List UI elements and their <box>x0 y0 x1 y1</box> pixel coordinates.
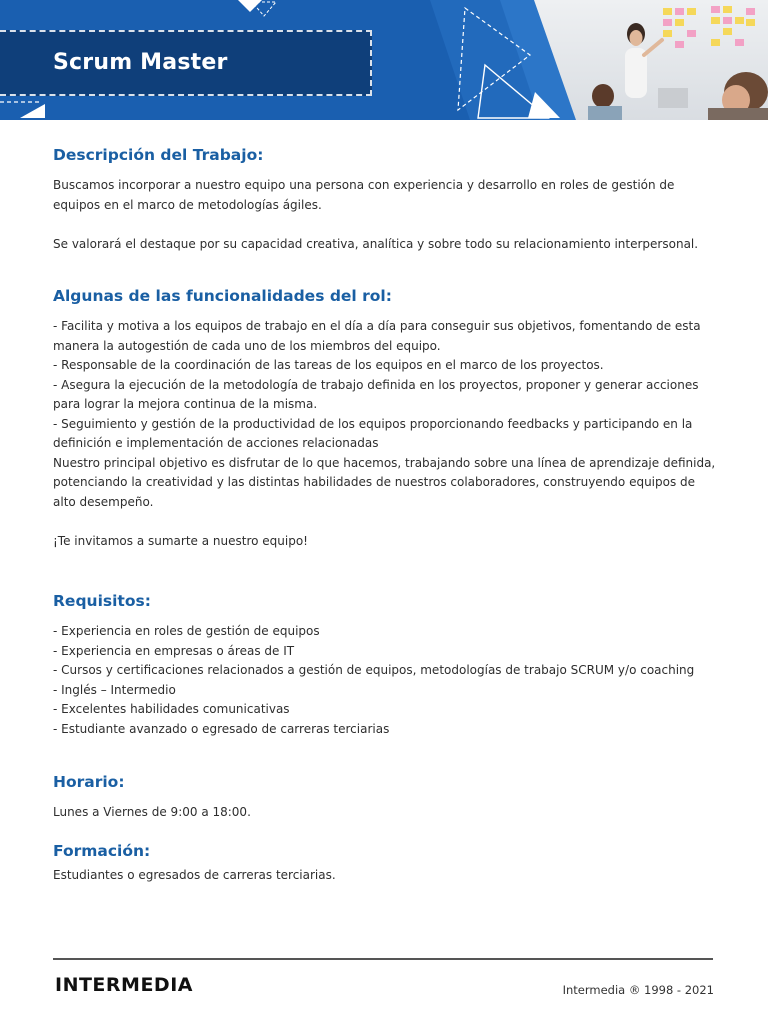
list-item: - Excelentes habilidades comunicativas <box>53 702 290 716</box>
header-banner <box>0 0 768 120</box>
section-formacion <box>53 840 718 886</box>
list-item: - Inglés – Intermedio <box>53 682 176 697</box>
section-heading: Formación: <box>53 842 151 860</box>
paragraph: Nuestro principal objetivo es disfrutar de lo que hacemos, trabajando sobre una línea de aprendizaje definida, potenciando la creatividad y las distintas habilidades de nuestros colaboradores, construyendo equipos de alto desempeño. <box>53 455 716 509</box>
funcionalidades-list <box>53 317 718 454</box>
list-item: - Cursos y certificaciones relacionados a gestión de equipos, metodologías de trabajo SCRUM y/o coaching <box>53 663 695 677</box>
footer-divider <box>53 958 713 960</box>
paragraph: Buscamos incorporar a nuestro equipo una persona con experiencia y desarrollo en roles de gestión de equipos en el marco de metodologías ágiles. <box>53 178 675 212</box>
list-item: - Experiencia en roles de gestión de equipos <box>53 624 320 638</box>
list-item: - Asegura la ejecución de la metodología de trabajo definida en los proyectos, proponer y generar acciones para lograr la mejora continua de la misma. <box>53 377 699 411</box>
list-item: - Estudiante avanzado o egresado de carreras terciarias <box>53 721 390 736</box>
company-logo: INTERMEDIA <box>55 974 193 996</box>
section-horario <box>53 771 718 823</box>
section-heading: Algunas de las funcionalidades del rol: <box>53 287 392 305</box>
section-heading: Horario: <box>53 773 125 791</box>
paragraph: Se valorará el destaque por su capacidad creativa, analítica y sobre todo su relacionamiento interpersonal. <box>53 236 699 251</box>
page-title: Scrum Master <box>53 50 228 75</box>
copyright-text: Intermedia ® 1998 - 2021 <box>562 983 714 997</box>
requisitos-list <box>53 622 718 739</box>
list-item: - Seguimiento y gestión de la productividad de los equipos proporcionando feedbacks y participando en la definición e implementación de acciones relacionadas <box>53 416 693 450</box>
team-photo <box>528 0 768 120</box>
section-requisitos <box>53 590 718 739</box>
list-item: - Experiencia en empresas o áreas de IT <box>53 643 295 658</box>
list-item: - Responsable de la coordinación de las tareas de los equipos en el marco de los proyectos. <box>53 358 604 372</box>
section-heading: Requisitos: <box>53 592 151 610</box>
horario-text: Lunes a Viernes de 9:00 a 18:00. <box>53 805 251 819</box>
list-item: - Facilita y motiva a los equipos de trabajo en el día a día para conseguir sus objetivos, fomentando de esta manera la autogestión de cada uno de los miembros del equipo. <box>53 319 701 353</box>
formacion-text: Estudiantes o egresados de carreras terciarias. <box>53 868 336 882</box>
section-funcionalidades <box>53 285 718 551</box>
paragraph: ¡Te invitamos a sumarte a nuestro equipo! <box>53 533 308 548</box>
section-descripcion <box>53 144 718 254</box>
section-heading: Descripción del Trabajo: <box>53 146 264 164</box>
